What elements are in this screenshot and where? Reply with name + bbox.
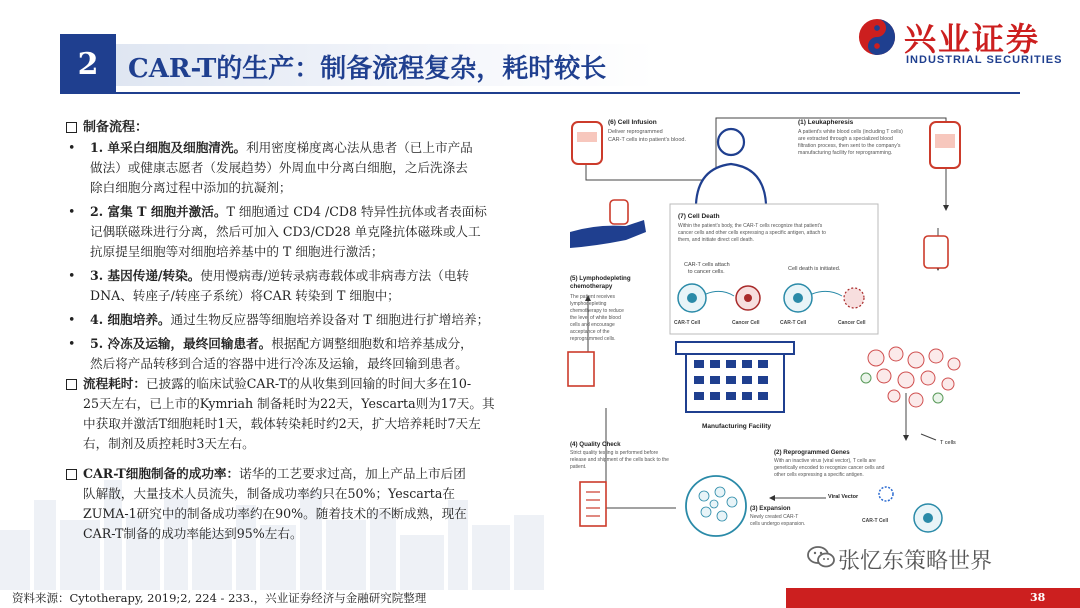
flow-line-top: [586, 118, 946, 180]
process-item-line: 记偶联磁珠进行分离，然后可加入 CD3/CD28 单克隆抗体磁珠或人工: [90, 224, 481, 239]
step5-desc-1: The patient receives: [570, 294, 616, 300]
t-cells-label: T cells: [940, 440, 956, 446]
step6-desc-1: Deliver reprogrammed: [608, 129, 663, 135]
step4-desc-2: release and shipment of the cells back to the: [570, 457, 669, 463]
step2-title: (2) Reprogrammed Genes: [774, 449, 850, 456]
square-bullet-icon: [66, 379, 77, 390]
step5-desc-7: reprogrammed cells.: [570, 336, 616, 342]
step5-desc-2: lymphodepleting: [570, 301, 607, 307]
time-line: 流程耗时：已披露的临床试验CAR-T的从收集到回输的时间大多在10-: [66, 374, 536, 394]
process-item: [66, 334, 526, 374]
process-item: [66, 138, 526, 198]
step5-desc-6: acceptance of the: [570, 329, 610, 335]
step6-desc-2: CAR-T cells into patient's blood.: [608, 137, 686, 143]
checklist-icon: [580, 482, 606, 526]
process-list: [66, 138, 526, 378]
process-item-line: 然后将产品转移到合适的容器中进行冷冻及运输，最终回输到患者。: [90, 356, 468, 371]
process-item-line: 4. 细胞培养。通过生物反应器等细胞培养设备对 T 细胞进行扩增培养；: [90, 312, 490, 327]
step2-desc-1: With an inactive virus (viral vector), T cells are: [774, 458, 876, 464]
death-label: Cell death is initiated.: [788, 266, 841, 272]
logo-name-cn: 兴业证券: [904, 20, 1041, 58]
step1-title: (1) Leukapheresis: [798, 119, 854, 126]
process-item-line: 2. 富集 T 细胞并激活。T 细胞通过 CD4 /CD8 特异性抗体或者表面标: [90, 204, 487, 219]
process-heading: 制备流程：: [66, 116, 148, 135]
manufacturing-facility-icon: [676, 342, 794, 412]
viral-vector-label: Viral Vector: [828, 494, 859, 500]
cancer-cell-label-2: Cancer Cell: [838, 320, 866, 326]
viral-vector-icon: [879, 487, 893, 501]
iv-bag-right-icon: [930, 122, 960, 168]
source-note: 资料来源：Cytotherapy, 2019;2, 224 - 233.，兴业证券经济与金融研究院整理: [12, 591, 427, 605]
success-line: 队解散，大量技术人员流失，制备成功率约只在50%；Yescarta在: [83, 486, 455, 501]
step5-desc-5: cells and encourage: [570, 322, 615, 328]
attach-label-2: to cancer cells.: [688, 269, 725, 275]
section-number-badge: 2: [60, 34, 116, 94]
cancer-cell-icon: [736, 286, 760, 310]
cart-cell-icon-2: [784, 284, 812, 312]
time-line: 中获取并激活T细胞耗时1天，载体转染耗时约2天，扩大培养耗时7天左: [83, 416, 481, 431]
step6-title: (6) Cell Infusion: [608, 119, 657, 126]
process-item: [66, 310, 526, 330]
time-line: 25天左右，已上市的Kymriah 制备耗时为22天，Yescarta则为17天。其: [83, 396, 495, 411]
process-item-line: 5. 冷冻及运输，最终回输患者。根据配方调整细胞数和培养基成分，: [90, 336, 473, 351]
square-bullet-icon: [66, 469, 77, 480]
step1-desc-4: manufacturing facility for reprogramming.: [798, 150, 893, 156]
cancer-cell-label: Cancer Cell: [732, 320, 760, 326]
transport-bag-icon: [924, 236, 948, 268]
watermark-text: 张忆东策略世界: [838, 549, 993, 574]
step1-desc-3: filtration process, then sent to the company's: [798, 143, 901, 149]
cart-cell-icon: [678, 284, 706, 312]
step3-desc-1: Newly created CAR-T: [750, 514, 799, 520]
process-item: [66, 266, 526, 306]
success-line: CAR-T细胞制备的成功率：诺华的工艺要求过高，加上产品上市后团: [66, 464, 536, 484]
step5-desc-3: chemotherapy to reduce: [570, 308, 624, 314]
bullet-dot-icon: •: [68, 336, 76, 351]
bullet-dot-icon: •: [68, 268, 76, 283]
step5-desc-4: the level of white blood: [570, 315, 621, 321]
step7-desc-1: Within the patient's body, the CAR-T cells recognize that patient's: [678, 223, 823, 229]
car-t-process-diagram: [566, 108, 970, 548]
patient-arm-icon: [570, 220, 646, 248]
step1-desc-2: are extracted through a specialized blood: [798, 136, 893, 142]
step7-desc-3: them, and initiate direct cell death.: [678, 237, 754, 243]
dying-cancer-cell-icon: [844, 288, 864, 308]
step1-desc-1: A patient's white blood cells (including T cells): [798, 129, 903, 135]
step5-title-2: chemotherapy: [570, 283, 613, 290]
t-cells-cluster-icon: [868, 347, 960, 407]
step2-desc-3: other cells expressing a specific antigen.: [774, 472, 864, 478]
cart-cell-label: CAR-T Cell: [674, 320, 701, 326]
clipboard-icon: [568, 352, 594, 386]
process-item-line: 1. 单采白细胞及细胞清洗。利用密度梯度离心法从患者（已上市产品: [90, 140, 473, 155]
expansion-dish-icon: [686, 476, 746, 536]
bullet-dot-icon: •: [68, 204, 76, 219]
facility-label: Manufacturing Facility: [702, 423, 771, 430]
iv-bag-left-icon: [572, 122, 602, 164]
step7-desc-2: cancer cells and other cells expressing a specific antigen, attach to: [678, 230, 826, 236]
chemo-bag-icon: [610, 200, 628, 224]
process-item: [66, 202, 526, 262]
step4-desc-3: patient.: [570, 464, 587, 470]
cart-cell-label-3: CAR-T Cell: [862, 518, 889, 524]
square-bullet-icon: [66, 122, 77, 133]
bullet-dot-icon: •: [68, 312, 76, 327]
step3-title: (3) Expansion: [750, 505, 791, 512]
header-divider: [60, 92, 1020, 94]
page-title: CAR-T的生产：制备流程复杂，耗时较长: [128, 54, 607, 84]
process-item-line: DNA、转座子/转座子系统）将CAR 转染到 T 细胞中；: [90, 288, 400, 303]
step2-desc-2: genetically encoded to recognize cancer cells and: [774, 465, 885, 471]
step4-title: (4) Quality Check: [570, 441, 621, 448]
process-item-line: 抗原提呈细胞等对细胞培养基中的 T 细胞进行激活；: [90, 244, 384, 259]
process-item-line: 除白细胞分离过程中添加的抗凝剂；: [90, 180, 292, 195]
process-item-line: 3. 基因传递/转染。使用慢病毒/逆转录病毒载体或非病毒方法（电转: [90, 268, 470, 283]
time-line: 右，制剂及质控耗时3天左右。: [83, 436, 255, 451]
process-item-line: 做法）或健康志愿者（发展趋势）外周血中分离白细胞，之后洗涤去: [90, 160, 468, 175]
step3-desc-2: cells undergo expansion.: [750, 521, 806, 527]
company-logo-icon: [858, 18, 896, 56]
step5-title-1: (5) Lymphodepleting: [570, 275, 631, 282]
attach-label-1: CAR-T cells attach: [684, 262, 730, 268]
cart-cell-icon-3: [914, 504, 942, 532]
page-number: 38: [1030, 591, 1046, 604]
cart-cell-label-2: CAR-T Cell: [780, 320, 807, 326]
bullet-dot-icon: •: [68, 140, 76, 155]
wechat-icon: [806, 544, 836, 570]
success-line: ZUMA-1研究中的制备成功率约在90%。随着技术的不断成熟，现在: [83, 506, 467, 521]
time-section: [66, 374, 536, 454]
success-section: [66, 464, 536, 544]
patient-silhouette-icon: [696, 129, 766, 204]
success-line: CAR-T制备的成功率能达到95%左右。: [83, 526, 303, 541]
step7-title: (7) Cell Death: [678, 213, 720, 220]
logo-name-en: INDUSTRIAL SECURITIES: [906, 54, 1063, 66]
step4-desc-1: Strict quality testing is performed before: [570, 450, 659, 456]
